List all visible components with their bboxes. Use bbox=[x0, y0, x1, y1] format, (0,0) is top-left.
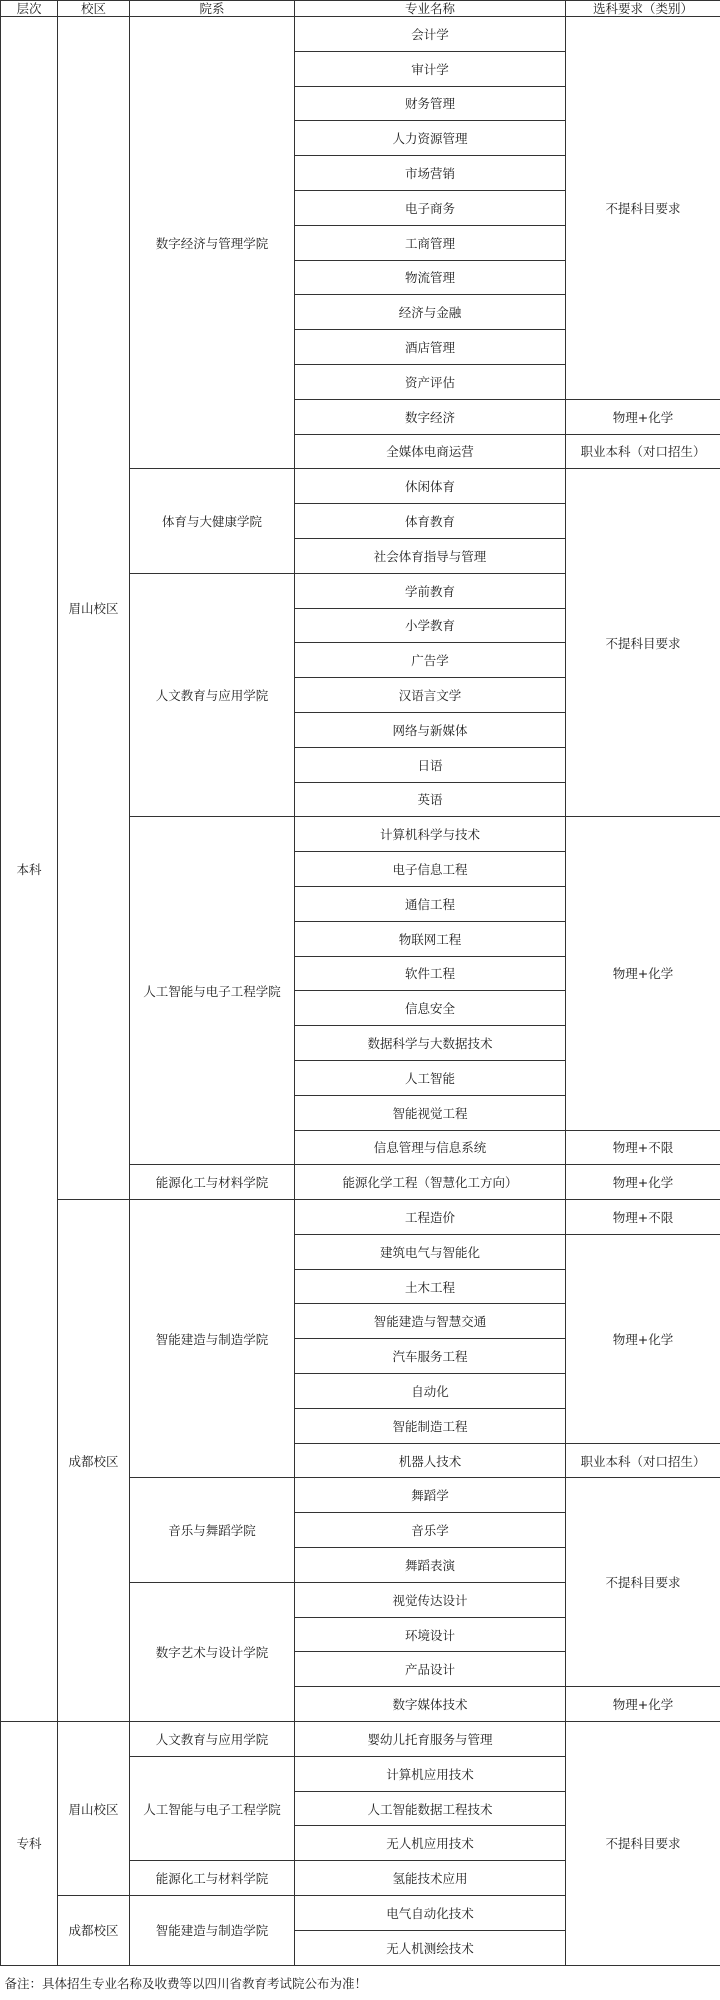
campus-cell: 成都校区 bbox=[58, 1200, 130, 1722]
major-cell: 工商管理 bbox=[295, 225, 566, 260]
major-cell: 智能制造工程 bbox=[295, 1408, 566, 1443]
major-cell: 财务管理 bbox=[295, 86, 566, 121]
major-cell: 小学教育 bbox=[295, 608, 566, 643]
level-cell: 本科 bbox=[1, 17, 58, 1722]
major-cell: 会计学 bbox=[295, 17, 566, 52]
major-cell: 智能建造与智慧交通 bbox=[295, 1304, 566, 1339]
major-cell: 建筑电气与智能化 bbox=[295, 1234, 566, 1269]
header-level: 层次 bbox=[1, 1, 58, 17]
college-cell: 人文教育与应用学院 bbox=[130, 573, 295, 817]
major-cell: 氢能技术应用 bbox=[295, 1861, 566, 1896]
major-cell: 学前教育 bbox=[295, 573, 566, 608]
college-cell: 人工智能与电子工程学院 bbox=[130, 817, 295, 1165]
requirement-cell: 职业本科（对口招生） bbox=[566, 1443, 720, 1478]
table-row bbox=[1, 17, 720, 52]
major-cell: 信息安全 bbox=[295, 991, 566, 1026]
major-cell: 审计学 bbox=[295, 51, 566, 86]
major-cell: 自动化 bbox=[295, 1374, 566, 1409]
requirement-cell: 物理+化学 bbox=[566, 1687, 720, 1722]
college-cell: 数字经济与管理学院 bbox=[130, 17, 295, 469]
major-cell: 人力资源管理 bbox=[295, 121, 566, 156]
major-cell: 软件工程 bbox=[295, 956, 566, 991]
footnote: 备注：具体招生专业名称及收费等以四川省教育考试院公布为准！ bbox=[1, 1965, 720, 2000]
college-cell: 人工智能与电子工程学院 bbox=[130, 1756, 295, 1860]
header-requirement: 选科要求（类别） bbox=[566, 1, 720, 17]
header-campus: 校区 bbox=[58, 1, 130, 17]
requirement-cell: 物理+化学 bbox=[566, 399, 720, 434]
major-cell: 数字经济 bbox=[295, 399, 566, 434]
header-college: 院系 bbox=[130, 1, 295, 17]
major-cell: 体育教育 bbox=[295, 504, 566, 539]
major-cell: 无人机测绘技术 bbox=[295, 1930, 566, 1965]
major-cell: 计算机应用技术 bbox=[295, 1756, 566, 1791]
major-cell: 电子信息工程 bbox=[295, 852, 566, 887]
major-cell: 日语 bbox=[295, 747, 566, 782]
major-cell: 电气自动化技术 bbox=[295, 1896, 566, 1931]
major-cell: 舞蹈学 bbox=[295, 1478, 566, 1513]
college-cell: 能源化工与材料学院 bbox=[130, 1165, 295, 1200]
major-cell: 土木工程 bbox=[295, 1269, 566, 1304]
major-cell: 环境设计 bbox=[295, 1617, 566, 1652]
major-cell: 经济与金融 bbox=[295, 295, 566, 330]
major-cell: 通信工程 bbox=[295, 886, 566, 921]
major-cell: 网络与新媒体 bbox=[295, 712, 566, 747]
major-cell: 电子商务 bbox=[295, 190, 566, 225]
major-cell: 广告学 bbox=[295, 643, 566, 678]
major-cell: 婴幼儿托育服务与管理 bbox=[295, 1722, 566, 1757]
major-cell: 人工智能数据工程技术 bbox=[295, 1791, 566, 1826]
major-cell: 计算机科学与技术 bbox=[295, 817, 566, 852]
college-cell: 智能建造与制造学院 bbox=[130, 1200, 295, 1478]
requirement-cell: 物理+化学 bbox=[566, 1165, 720, 1200]
note-row bbox=[1, 1965, 720, 2000]
requirement-cell: 不提科目要求 bbox=[566, 1722, 720, 1966]
major-cell: 数字媒体技术 bbox=[295, 1687, 566, 1722]
header-row bbox=[1, 1, 720, 17]
major-cell: 产品设计 bbox=[295, 1652, 566, 1687]
major-cell: 音乐学 bbox=[295, 1513, 566, 1548]
campus-cell: 眉山校区 bbox=[58, 1722, 130, 1896]
major-cell: 物联网工程 bbox=[295, 921, 566, 956]
college-cell: 音乐与舞蹈学院 bbox=[130, 1478, 295, 1582]
major-cell: 机器人技术 bbox=[295, 1443, 566, 1478]
major-cell: 数据科学与大数据技术 bbox=[295, 1026, 566, 1061]
requirement-cell: 物理+不限 bbox=[566, 1130, 720, 1165]
requirement-cell: 不提科目要求 bbox=[566, 469, 720, 817]
college-cell: 数字艺术与设计学院 bbox=[130, 1582, 295, 1721]
requirement-cell: 不提科目要求 bbox=[566, 1478, 720, 1687]
major-cell: 信息管理与信息系统 bbox=[295, 1130, 566, 1165]
campus-cell: 眉山校区 bbox=[58, 17, 130, 1200]
college-cell: 人文教育与应用学院 bbox=[130, 1722, 295, 1757]
college-cell: 体育与大健康学院 bbox=[130, 469, 295, 573]
requirement-cell: 职业本科（对口招生） bbox=[566, 434, 720, 469]
college-cell: 智能建造与制造学院 bbox=[130, 1896, 295, 1966]
major-cell: 市场营销 bbox=[295, 156, 566, 191]
major-cell: 社会体育指导与管理 bbox=[295, 538, 566, 573]
header-major: 专业名称 bbox=[295, 1, 566, 17]
table-row bbox=[1, 1200, 720, 1235]
table-row bbox=[1, 1722, 720, 1757]
major-cell: 休闲体育 bbox=[295, 469, 566, 504]
major-cell: 英语 bbox=[295, 782, 566, 817]
major-cell: 舞蹈表演 bbox=[295, 1548, 566, 1583]
major-cell: 物流管理 bbox=[295, 260, 566, 295]
major-cell: 人工智能 bbox=[295, 1060, 566, 1095]
level-cell: 专科 bbox=[1, 1722, 58, 1966]
campus-cell: 成都校区 bbox=[58, 1896, 130, 1966]
college-cell: 能源化工与材料学院 bbox=[130, 1861, 295, 1896]
major-cell: 无人机应用技术 bbox=[295, 1826, 566, 1861]
major-cell: 工程造价 bbox=[295, 1200, 566, 1235]
major-cell: 视觉传达设计 bbox=[295, 1582, 566, 1617]
requirement-cell: 不提科目要求 bbox=[566, 17, 720, 400]
major-cell: 全媒体电商运营 bbox=[295, 434, 566, 469]
major-cell: 智能视觉工程 bbox=[295, 1095, 566, 1130]
major-cell: 能源化学工程（智慧化工方向） bbox=[295, 1165, 566, 1200]
major-cell: 汽车服务工程 bbox=[295, 1339, 566, 1374]
requirement-cell: 物理+不限 bbox=[566, 1200, 720, 1235]
major-cell: 酒店管理 bbox=[295, 330, 566, 365]
major-cell: 汉语言文学 bbox=[295, 678, 566, 713]
requirement-cell: 物理+化学 bbox=[566, 817, 720, 1130]
major-cell: 资产评估 bbox=[295, 364, 566, 399]
requirement-cell: 物理+化学 bbox=[566, 1234, 720, 1443]
